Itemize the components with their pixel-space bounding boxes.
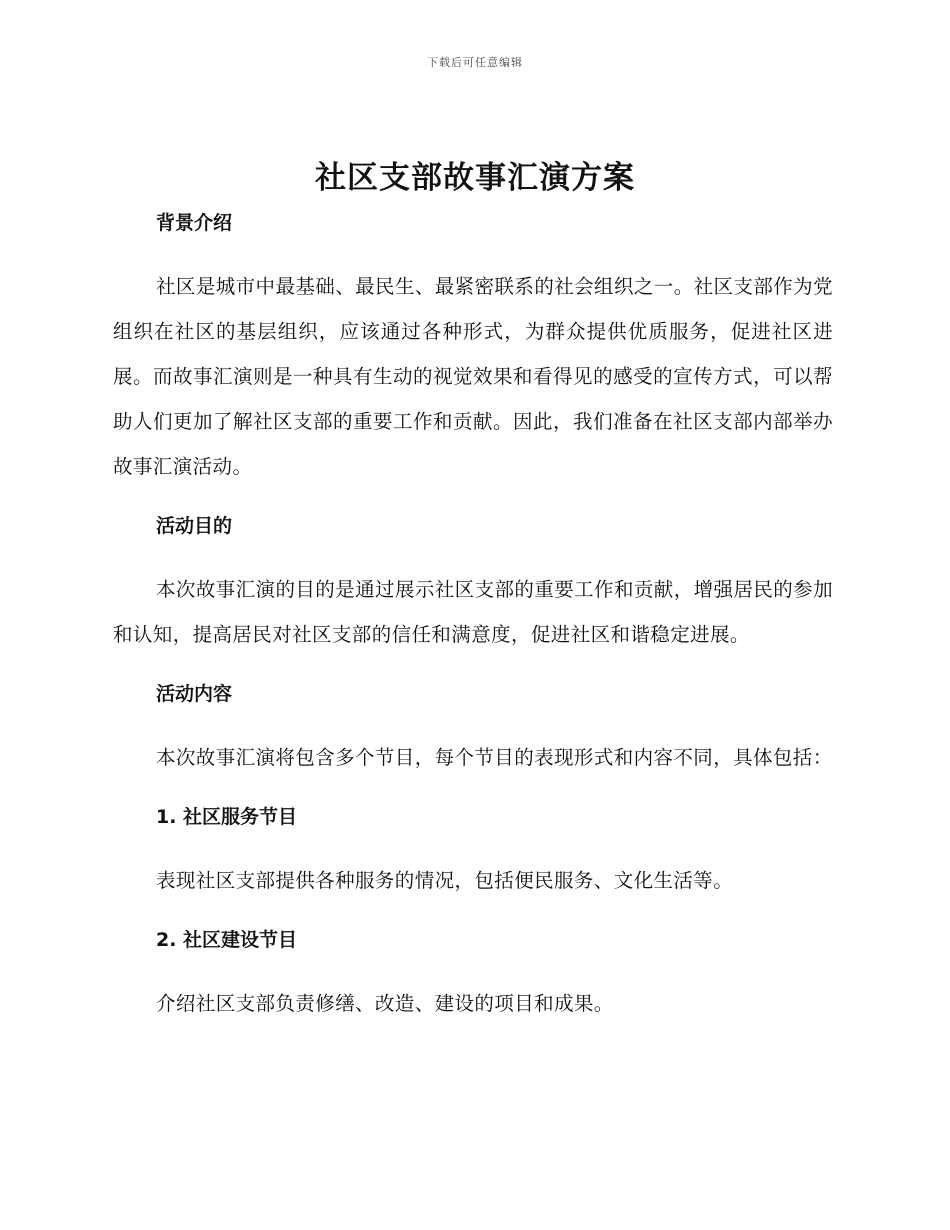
- document-body: [113, 208, 833, 1026]
- section-heading-purpose: 活动目的: [156, 515, 233, 537]
- section-paragraph-construction-program: 介绍社区支部负责修缮、改造、建设的项目和成果。: [156, 992, 614, 1015]
- section-paragraph-purpose: 本次故事汇演的目的是通过展示社区支部的重要工作和贡献，增强居民的参加和认知，提高居民对社区支部的信任和满意度，促进社区和谐稳定进展。: [113, 578, 833, 646]
- header-note: 下载后可任意编辑: [427, 56, 523, 69]
- section-heading-content: 活动内容: [156, 683, 233, 705]
- section-heading-service-program: 1. 社区服务节目: [156, 806, 298, 828]
- section-paragraph-background: 社区是城市中最基础、最民生、最紧密联系的社会组织之一。社区支部作为党组织在社区的基层组织，应该通过各种形式，为群众提供优质服务，促进社区进展。而故事汇演则是一种具有生动的视觉效果和看得见的感受的宣传方式，可以帮助人们更加了解社区支部的重要工作和贡献。因此，我们准备在社区支部内部举办故事汇演活动。: [113, 275, 833, 478]
- section-paragraph-content: 本次故事汇演将包含多个节目，每个节目的表现形式和内容不同，具体包括：: [156, 746, 833, 769]
- document-title: 社区支部故事汇演方案: [315, 160, 635, 196]
- section-heading-background: 背景介绍: [156, 212, 233, 234]
- section-heading-construction-program: 2. 社区建设节目: [156, 929, 298, 951]
- section-paragraph-service-program: 表现社区支部提供各种服务的情况，包括便民服务、文化生活等。: [156, 869, 734, 892]
